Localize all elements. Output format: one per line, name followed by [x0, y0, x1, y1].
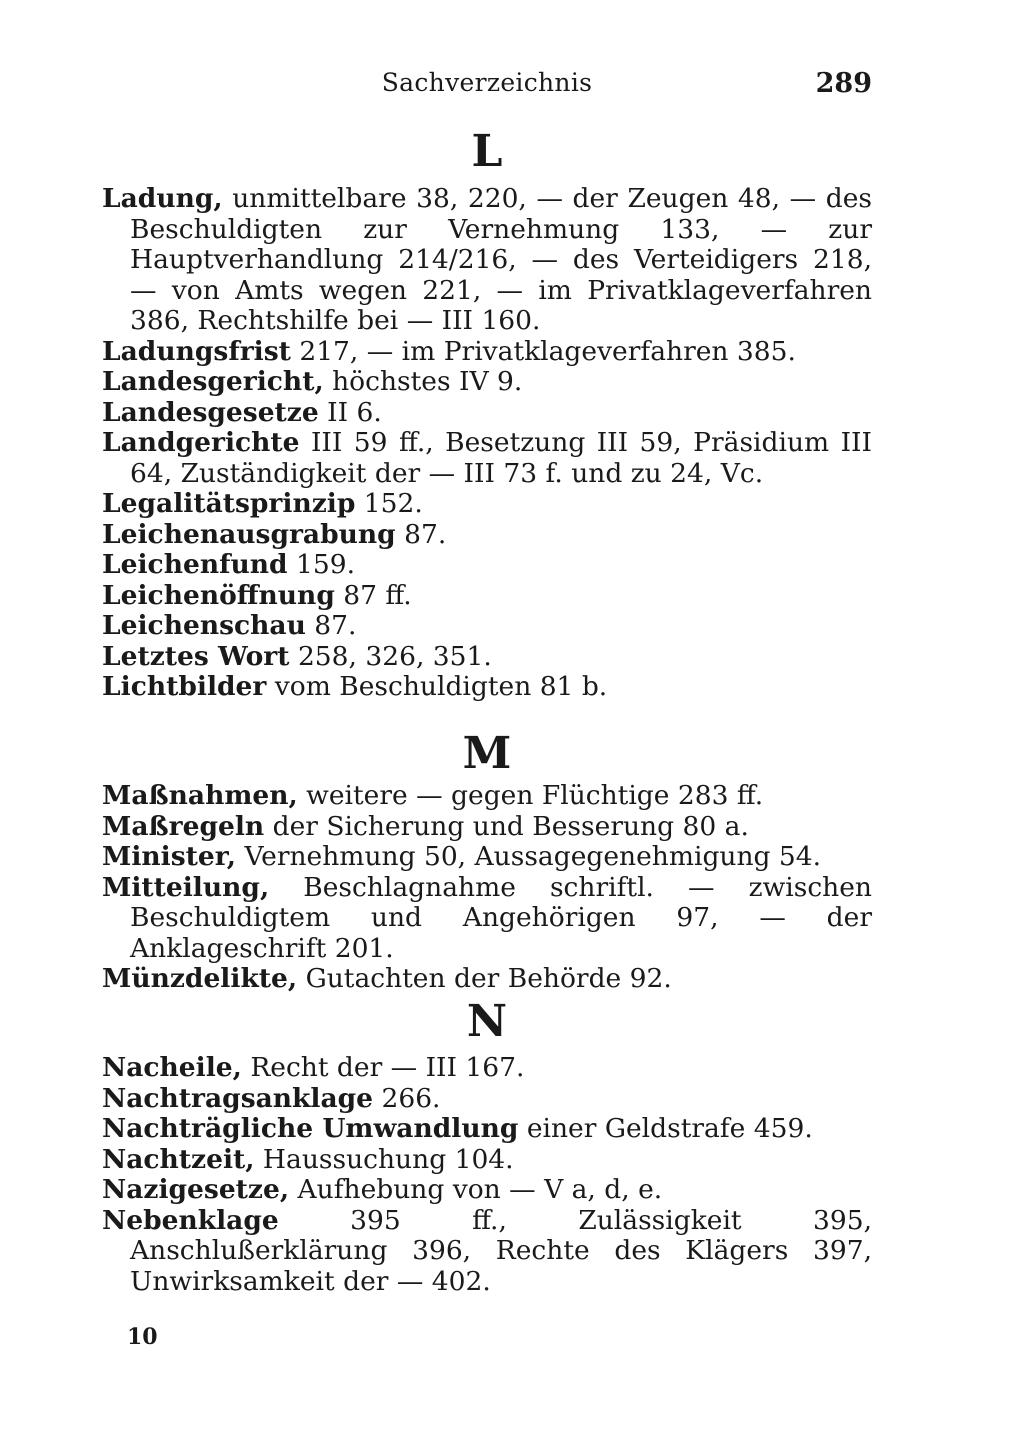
index-entry [102, 842, 872, 873]
entry-term: Landesgericht, [102, 366, 324, 397]
index-entry [102, 873, 872, 965]
entry-text: II 6. [318, 396, 382, 428]
section-letter-l: L [471, 126, 503, 177]
index-entry [102, 1175, 872, 1206]
index-entry [102, 1053, 872, 1084]
index-entry [102, 1145, 872, 1176]
entry-term: Lichtbilder [102, 671, 267, 702]
entry-text: 159. [287, 549, 355, 580]
index-entry [102, 812, 872, 843]
index-entry [102, 1206, 872, 1298]
entry-term: Maßregeln [102, 810, 265, 842]
index-entry [102, 520, 872, 551]
entry-text: 87. [395, 518, 447, 550]
entry-text: 87 ff. [334, 579, 412, 611]
entry-term: Ladungsfrist [102, 335, 291, 367]
entry-text: weitere — gegen Flüchtige 283 ff. [297, 780, 764, 811]
section-n-entries [102, 1053, 872, 1297]
index-entry [102, 184, 872, 337]
index-entry [102, 337, 872, 368]
running-title: Sachverzeichnis [381, 68, 593, 97]
signature-mark: 10 [127, 1324, 158, 1350]
entry-term: Münzdelikte, [102, 963, 298, 994]
entry-term: Nachtragsanklage [102, 1082, 374, 1114]
entry-term: Ladung, [102, 183, 223, 214]
entry-text: der Sicherung und Besserung 80 a. [264, 810, 749, 842]
entry-text: einer Geldstrafe 459. [518, 1113, 813, 1144]
entry-text: 217, — im Privatklageverfahren 385. [290, 335, 796, 367]
entry-term: Nachträgliche Umwandlung [102, 1113, 519, 1144]
entry-term: Landgerichte [102, 427, 300, 458]
section-letter-n: N [466, 996, 508, 1047]
entry-term: Nachtzeit, [102, 1143, 255, 1175]
entry-term: Mitteilung, [102, 871, 270, 903]
entry-text: Recht der — III 167. [241, 1052, 525, 1083]
index-entry [102, 367, 872, 398]
index-entry [102, 489, 872, 520]
index-entry [102, 642, 872, 673]
index-entry [102, 398, 872, 429]
section-l-entries [102, 184, 872, 703]
entry-term: Leichenausgrabung [102, 518, 396, 550]
index-entry [102, 964, 872, 995]
section-m-entries [102, 781, 872, 995]
entry-text: Aufhebung von — V a, d, e. [289, 1174, 663, 1205]
entry-term: Letztes Wort [102, 640, 290, 672]
entry-term: Maßnahmen, [102, 780, 298, 811]
entry-text: unmittelbare 38, 220, — der Zeugen 48, — des Beschuldigten zur Vernehmung 133, — zur Hauptverhandlung 214/216, — des Verteidigers 218, — von Amts wegen 221, — im Privatklageverfahren 386, Rechtshilfe bei — III 160. [130, 183, 872, 336]
entry-term: Leichenfund [102, 549, 288, 580]
entry-text: Gutachten der Behörde 92. [297, 963, 672, 994]
index-entry [102, 581, 872, 612]
entry-term: Minister, [102, 841, 237, 872]
index-entry [102, 672, 872, 703]
entry-text: 258, 326, 351. [289, 640, 492, 672]
entry-text: III 59 ff., Besetzung III 59, Präsidium III 64, Zuständigkeit der — III 73 f. und zu 24, Vc. [130, 427, 872, 489]
entry-text: 87. [305, 610, 357, 641]
entry-term: Landesgesetze [102, 396, 319, 428]
entry-text: 266. [373, 1082, 441, 1114]
page-number: 289 [815, 68, 872, 99]
index-entry [102, 1114, 872, 1145]
section-letter-m: M [462, 728, 512, 779]
index-entry [102, 781, 872, 812]
entry-term: Nazigesetze, [102, 1174, 290, 1205]
entry-text: vom Beschuldigten 81 b. [266, 671, 608, 702]
entry-text: Beschlagnahme schriftl. — zwischen Beschuldigtem und Angehörigen 97, — der Anklageschrift 201. [130, 871, 872, 964]
index-entry [102, 428, 872, 489]
entry-text: höchstes IV 9. [323, 366, 523, 397]
entry-text: Haussuchung 104. [254, 1143, 514, 1175]
entry-term: Leichenschau [102, 610, 306, 641]
running-head [102, 68, 872, 104]
entry-term: Nebenklage [102, 1204, 279, 1236]
entry-term: Nacheile, [102, 1052, 242, 1083]
entry-text: 395 ff., Zulässigkeit 395, Anschlußerklärung 396, Rechte des Klägers 397, Unwirksamkeit der — 402. [130, 1204, 872, 1297]
index-entry [102, 550, 872, 581]
index-entry [102, 1084, 872, 1115]
entry-text: 152. [355, 488, 423, 519]
entry-term: Legalitätsprinzip [102, 488, 356, 519]
index-entry [102, 611, 872, 642]
entry-term: Leichenöffnung [102, 579, 335, 611]
entry-text: Vernehmung 50, Aussagegenehmigung 54. [236, 841, 822, 872]
